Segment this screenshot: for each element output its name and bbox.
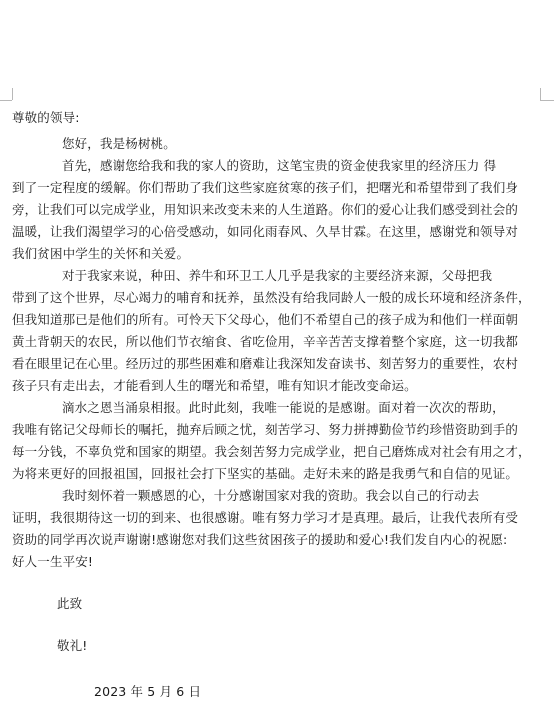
paragraph-line: 看在眼里记在心里。经历过的那些困难和磨难让我深知发奋读书、刻苦努力的重要性，农村 [12,356,519,371]
paragraph-line: 每一分钱，不辜负党和国家的期望。我会刻苦努力完成学业，把自己磨炼成对社会有用之才， [12,444,531,459]
crop-mark-top-left-horizontal [0,100,12,101]
crop-mark-top-left-vertical [12,88,13,100]
paragraph-line: 为将来更好的回报祖国，回报社会打下坚实的基础。走好未来的路是我勇气和自信的见证。 [12,466,519,481]
paragraph-line: 我时刻怀着一颗感恩的心，十分感谢国家对我的资助。我会以自己的行动去 [62,488,480,503]
paragraph-2 [12,265,550,397]
paragraph-line: 但我知道那已是他们的所有。可怜天下父母心，他们不希望自己的孩子成为和他们一样面朝 [12,312,519,327]
paragraph-line: 黄土背朝天的农民，所以他们节衣缩食、省吃俭用，辛辛苦苦支撑着整个家庭，这一切我都 [12,334,519,349]
paragraph-line: 带到了这个世界，尽心竭力的哺育和抚养，虽然没有给我同龄人一般的成长环境和经济条件， [12,290,531,305]
paragraph-line: 对于我家来说，种田、养牛和环卫工人几乎是我家的主要经济来源，父母把我 [62,268,493,283]
crop-mark-top-right-horizontal [540,100,554,101]
paragraph-4 [12,485,550,573]
paragraph-line: 孩子只有走出去，才能看到人生的曙光和希望，唯有知识才能改变命运。 [12,378,417,393]
paragraph-line: 好人一生平安! [12,554,94,569]
paragraph-line: 首先，感谢您给我和我的家人的资助，这笔宝贵的资金使我家里的经济压力 得 [62,158,497,173]
paragraph-line: 温暖，让我们渴望学习的心倍受感动，如同化雨春风、久旱甘霖。在这里，感谢党和领导对 [12,224,519,239]
paragraph-3 [12,397,550,485]
salutation: 尊敬的领导: [12,110,80,125]
greeting: 您好，我是杨树桃。 [62,136,176,151]
paragraph-line: 我唯有铭记父母师长的嘱托，抛弃后顾之忧，刻苦学习、努力拼搏勤俭节约珍惜资助到手的 [12,422,519,437]
letter-body [12,107,550,703]
closing-regards: 此致 [57,596,83,611]
paragraph-line: 我们贫困中学生的关怀和关爱。 [12,246,190,261]
paragraph-line: 旁，让我们可以完成学业，用知识来改变未来的人生道路。你们的爱心让我们感受到社会的 [12,202,519,217]
paragraph-line: 资助的同学再次说声谢谢!感谢您对我们这些贫困孩子的援助和爱心!我们发自内心的祝愿: [12,532,508,547]
paragraph-line: 滴水之恩当涌泉相报。此时此刻，我唯一能说的是感谢。面对着一次次的帮助， [62,400,505,415]
paragraph-1 [12,155,550,265]
closing-salute: 敬礼! [57,638,88,653]
letter-date: 2023 年 5 月 6 日 [94,684,202,699]
crop-mark-top-right-vertical [540,88,541,100]
paragraph-line: 到了一定程度的缓解。你们帮助了我们这些家庭贫寒的孩子们，把曙光和希望带到了我们身 [12,180,519,195]
paragraph-line: 证明，我很期待这一切的到来、也很感谢。唯有努力学习才是真理。最后，让我代表所有受 [12,510,519,525]
